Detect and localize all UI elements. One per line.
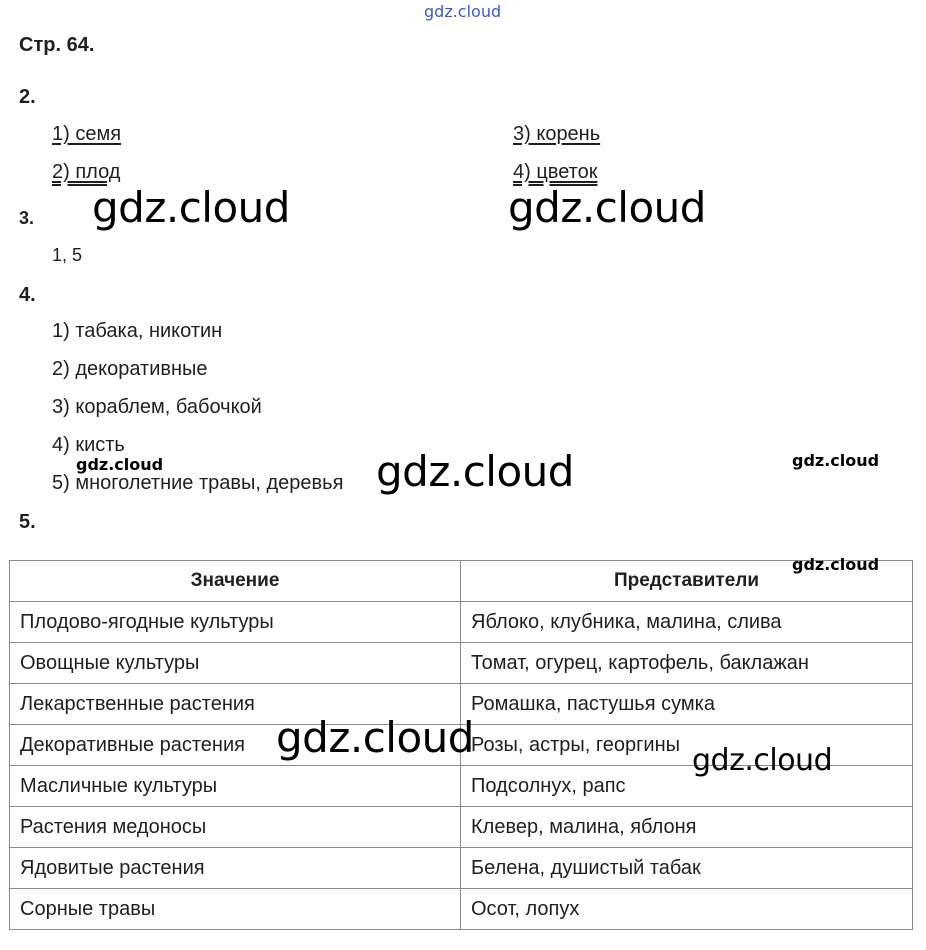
watermark-small: gdz.cloud bbox=[792, 451, 880, 470]
task-4-item-1: 1) табака, никотин bbox=[52, 320, 223, 342]
watermark-big: gdz.cloud bbox=[92, 183, 290, 232]
table-cell: Лекарственные растения bbox=[10, 684, 461, 725]
table-cell: Ромашка, пастушья сумка bbox=[461, 684, 913, 725]
table-cell: Растения медоносы bbox=[10, 807, 461, 848]
task-4-item-5: 5) многолетние травы, деревья bbox=[52, 472, 344, 494]
table-cell: Томат, огурец, картофель, баклажан bbox=[461, 643, 913, 684]
table-cell: Белена, душистый табак bbox=[461, 848, 913, 889]
table-cell: Плодово-ягодные культуры bbox=[10, 602, 461, 643]
task-2-item-4: 4) цветок bbox=[513, 161, 598, 183]
table-cell: Декоративные растения bbox=[10, 725, 461, 766]
watermark-big: gdz.cloud bbox=[508, 183, 706, 232]
task-4-item-3: 3) кораблем, бабочкой bbox=[52, 396, 262, 418]
task-4-item-2: 2) декоративные bbox=[52, 358, 208, 380]
table-row bbox=[10, 807, 913, 848]
table-cell: Подсолнух, рапс bbox=[461, 766, 913, 807]
watermark-big: gdz.cloud bbox=[376, 447, 574, 496]
table-cell: Осот, лопух bbox=[461, 889, 913, 930]
table-header-row bbox=[10, 561, 913, 602]
table-cell: Ядовитые растения bbox=[10, 848, 461, 889]
watermark-small: gdz.cloud bbox=[792, 555, 880, 574]
table-header-representatives: Представители bbox=[461, 561, 913, 602]
task-4-item-4: 4) кисть bbox=[52, 434, 125, 456]
table-cell: Овощные культуры bbox=[10, 643, 461, 684]
table-row bbox=[10, 848, 913, 889]
task-2-item-3: 3) корень bbox=[513, 123, 601, 145]
watermark-medium: gdz.cloud bbox=[692, 743, 833, 778]
watermark-top: gdz.cloud bbox=[424, 2, 502, 21]
table-header-meaning: Значение bbox=[10, 561, 461, 602]
watermark-small: gdz.cloud bbox=[76, 455, 164, 474]
table-row bbox=[10, 643, 913, 684]
table-cell: Масличные культуры bbox=[10, 766, 461, 807]
watermark-big: gdz.cloud bbox=[276, 713, 474, 762]
task-3-answer: 1, 5 bbox=[52, 245, 83, 265]
page-label: Стр. 64. bbox=[19, 34, 95, 56]
task-2-number: 2. bbox=[19, 86, 36, 108]
table-cell: Розы, астры, георгины bbox=[461, 725, 913, 766]
table-cell: Яблоко, клубника, малина, слива bbox=[461, 602, 913, 643]
table-row bbox=[10, 602, 913, 643]
task-2-item-1: 1) семя bbox=[52, 123, 122, 145]
table-cell: Сорные травы bbox=[10, 889, 461, 930]
task-4-number: 4. bbox=[19, 284, 36, 306]
task-5-number: 5. bbox=[19, 511, 36, 533]
task-3-number: 3. bbox=[19, 208, 35, 228]
task-2-item-2: 2) плод bbox=[52, 161, 121, 183]
table-row bbox=[10, 889, 913, 930]
table-cell: Клевер, малина, яблоня bbox=[461, 807, 913, 848]
